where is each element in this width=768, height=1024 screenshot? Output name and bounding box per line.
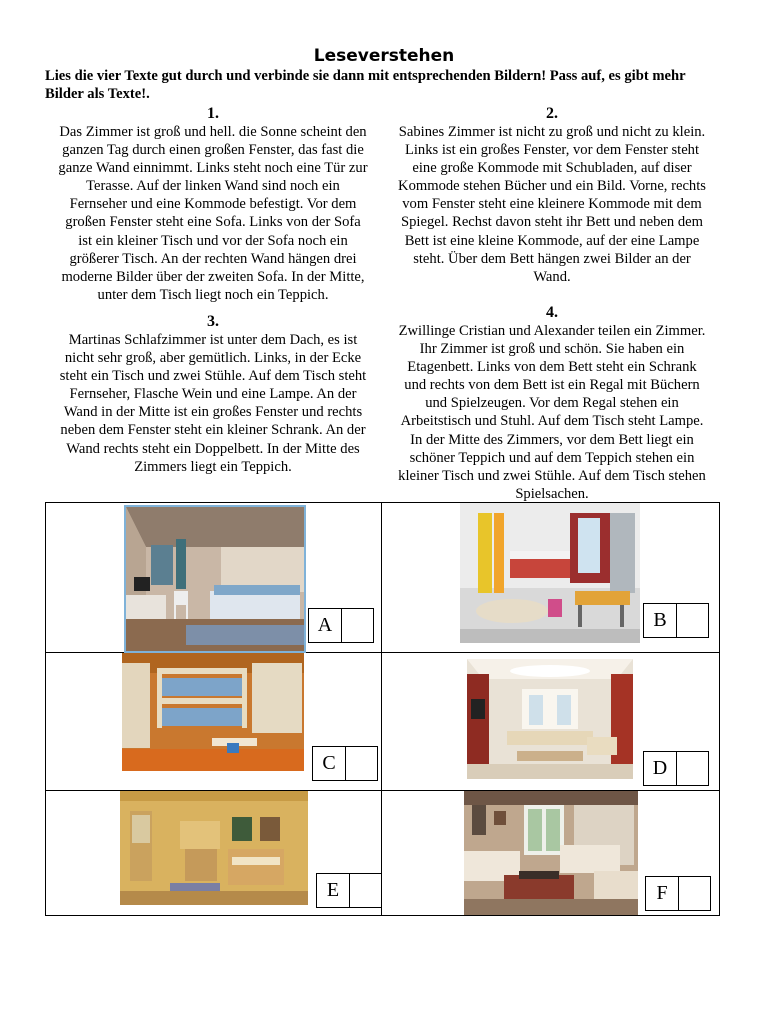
text-line: Bett ist eine kleine Kommode, auf der eine Lampe [404,232,700,249]
text-line: Arbeitstisch und Stuhl. Auf dem Tisch steht Lampe. [400,413,704,430]
living-room-sofas-photo-icon [464,791,638,915]
text-line: Zimmers liegt ein Teppich. [134,458,292,475]
picture-e [120,791,308,905]
kids-room-yellow-photo-icon [460,503,640,643]
instruction: Lies die vier Texte gut durch und verbinde sie dann mit entsprechenden Bildern! Pass auf, es gibt mehr Bilder als Texte!. [45,68,686,102]
text-line: vom Fenster steht eine kleinere Kommode mit dem [402,196,702,213]
answer-box-d [643,751,709,786]
text-line: und rechts von dem Bett ist ein Regal mit Büchern [404,377,700,394]
answer-field[interactable] [345,747,378,780]
grid-divider [381,503,382,915]
answer-box-b [643,603,709,638]
picture-f [464,791,638,915]
text-number: 1. [207,105,219,122]
page-title: Leseverstehen [313,46,455,66]
text-line: steht ein Tisch und zwei Stühle. Auf dem Tisch steht [59,368,367,385]
text-line: Wand in der Mitte ist ein großes Fenster und rechts [63,404,363,421]
text-line: Martinas Schlafzimmer ist unter dem Dach, es ist [68,332,358,348]
text-line: moderne Bilder über der zweiten Sofa. In der Mitte, [61,268,365,285]
answer-box-f [645,876,711,911]
text-line: größerer Tisch. An der rechten Wand hängen drei [69,250,357,267]
text-line: steht. Über dem Bett hängen zwei Bilder an der [413,250,691,267]
text-line: ganze Wand einnimmt. Links steht noch eine Tür zur [58,160,368,177]
text-number: 4. [546,304,558,321]
modern-living-room-photo-icon [467,659,633,779]
text-line: Ihr Zimmer ist groß und schön. Sie haben ein [419,341,685,358]
text-block-3 [48,312,378,476]
text-line: Das Zimmer ist groß und hell. die Sonne scheint den [59,124,367,140]
text-body [386,322,718,503]
picture-letter: F [656,882,668,904]
yellow-bedroom-photo-icon [120,791,308,905]
text-line: Sabines Zimmer ist nicht zu groß und nicht zu klein. [398,124,706,140]
text-line: neben dem Fenster steht ein kleiner Schrank. An der [60,422,366,439]
text-line: schöner Teppich und auf dem Teppich stehen ein [409,449,695,466]
text-line: Wand. [533,268,571,285]
answer-box-e [316,873,382,908]
picture-d [467,659,633,779]
picture-letter: C [322,752,336,774]
text-line: eine große Kommode mit Schubladen, auf diser [412,160,692,177]
text-line: nicht sehr groß, aber gemütlich. Links, in der Ecke [64,350,362,367]
answer-field[interactable] [676,752,709,785]
text-line: Wand rechts steht ein Doppelbett. In der Mitte des [66,440,360,457]
answer-field[interactable] [676,604,709,637]
text-line: großen Fenster steht eine Sofa. Links von der Sofa [65,214,361,231]
attic-bedroom-photo-icon [126,507,304,651]
text-line: kleiner Tisch und zwei Stühle. Auf dem Tisch stehen [398,467,706,484]
answer-field[interactable] [349,874,382,907]
picture-grid [45,502,720,916]
text-line: Fernseher, Flasche Wein und eine Lampe. An der [69,386,357,403]
picture-letter: B [653,609,667,631]
text-line: Spiegel. Rechst davon steht ihr Bett und neben dem [401,214,703,231]
text-block-1 [48,104,378,304]
picture-letter: A [317,614,333,636]
text-line: Fernseher und eine Kommode befestigt. Vor dem [69,196,357,213]
answer-box-a [308,608,374,643]
text-line: unter dem Tisch liegt noch ein Teppich. [97,286,329,303]
text-number: 3. [207,313,219,330]
picture-letter: D [652,757,668,779]
text-block-4 [386,303,718,503]
text-line: Spielsachen. [515,485,589,502]
text-number: 2. [546,105,558,122]
text-body [48,331,378,476]
text-line: Terasse. Auf der linken Wand sind noch ein [86,178,340,195]
text-line: Kommode stehen Bücher und ein Bild. Vorne, rechts [398,178,706,195]
text-line: ist ein kleiner Tisch und vor der Sofa noch ein [78,232,348,249]
text-body [386,123,718,286]
text-line: Links ist ein großes Fenster, vor dem Fenster steht [404,142,700,159]
text-line: Etagenbett. Links von dem Bett steht ein Schrank [407,359,697,376]
answer-field[interactable] [341,609,374,642]
answer-box-c [312,746,378,781]
text-block-2 [386,104,718,286]
text-body [48,123,378,304]
text-line: Zwillinge Cristian und Alexander teilen ein Zimmer. [398,323,706,339]
bunk-bed-room-photo-icon [122,653,304,771]
picture-a [124,505,306,653]
answer-field[interactable] [678,877,711,910]
picture-letter: E [326,879,340,901]
picture-c [122,653,304,771]
text-line: ganzen Tag durch einen großen Fenster, das fast die [62,142,364,159]
text-line: und Spielzeugen. Vor dem Regal stehen ein [425,395,679,412]
picture-b [460,503,640,643]
text-line: In der Mitte des Zimmers, vor dem Bett liegt ein [410,431,694,448]
